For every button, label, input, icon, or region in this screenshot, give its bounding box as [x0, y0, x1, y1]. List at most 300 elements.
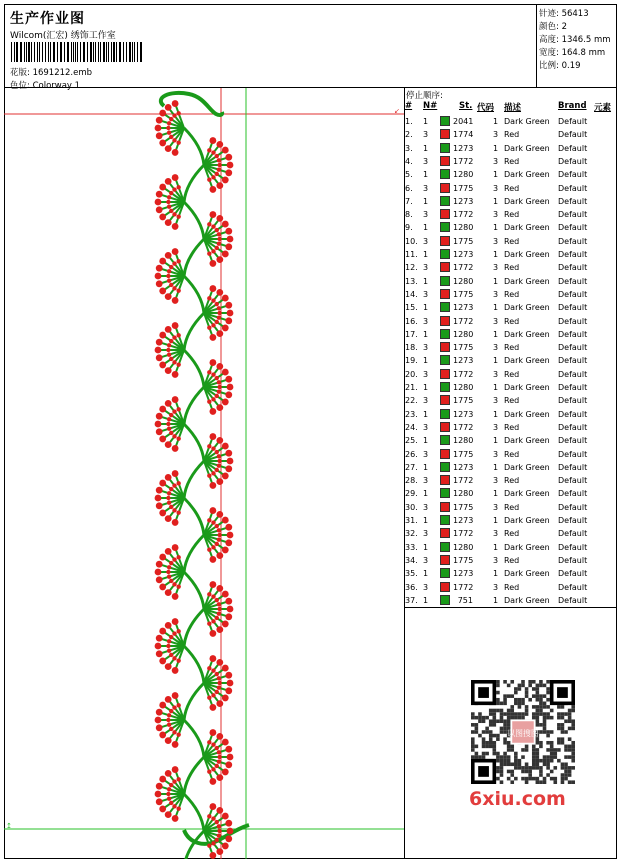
- row-code: 1: [493, 489, 499, 499]
- row-brand: Default: [558, 303, 588, 313]
- color-swatch: [440, 169, 450, 179]
- row-color-number: 1: [423, 409, 429, 419]
- row-index: 4.: [405, 156, 413, 166]
- color-swatch: [440, 249, 450, 259]
- row-description: Dark Green: [504, 383, 550, 392]
- row-index: 24.: [405, 422, 418, 432]
- site-logo: 6xiu.com: [469, 788, 566, 810]
- color-swatch: [440, 156, 450, 166]
- color-swatch: [440, 542, 450, 552]
- row-index: 35.: [405, 569, 418, 579]
- row-index: 8.: [405, 210, 413, 220]
- row-code: 3: [493, 396, 499, 406]
- row-stitches: 1775: [453, 236, 474, 246]
- row-code: 3: [493, 236, 499, 246]
- design-preview: [4, 88, 405, 859]
- table-row: [405, 368, 617, 381]
- row-index: 6.: [405, 183, 413, 193]
- row-code: 1: [493, 143, 499, 153]
- row-brand: Default: [558, 329, 588, 339]
- color-swatch: [440, 395, 450, 405]
- row-color-number: 3: [423, 502, 429, 512]
- row-index: 20.: [405, 369, 418, 379]
- table-row: [405, 461, 617, 474]
- row-description: Red: [504, 396, 520, 406]
- row-stitches: 1775: [453, 343, 474, 353]
- col-header-color-number: N#: [423, 101, 438, 111]
- row-index: 18.: [405, 343, 418, 353]
- row-index: 29.: [405, 489, 418, 499]
- row-index: 5.: [405, 170, 413, 180]
- stat-value: 164.8 mm: [561, 48, 606, 58]
- row-brand: Default: [558, 476, 588, 486]
- row-color-number: 1: [423, 303, 429, 313]
- row-description: Dark Green: [504, 516, 550, 525]
- stop-sequence-table: [405, 88, 617, 608]
- table-row: [405, 261, 617, 274]
- stat-label: 针迹:: [539, 9, 559, 19]
- row-index: 26.: [405, 449, 418, 459]
- table-row: [405, 567, 617, 580]
- row-index: 21.: [405, 383, 418, 392]
- row-index: 10.: [405, 236, 418, 246]
- col-header-code: 代码: [477, 103, 495, 113]
- row-code: 1: [493, 170, 499, 180]
- row-description: Dark Green: [504, 356, 550, 366]
- row-description: Dark Green: [504, 489, 550, 499]
- row-index: 2.: [405, 130, 413, 140]
- row-brand: Default: [558, 489, 588, 499]
- row-color-number: 3: [423, 529, 429, 539]
- row-stitches: 1772: [453, 529, 474, 539]
- row-stitches: 1273: [453, 569, 474, 579]
- row-description: Red: [504, 476, 520, 486]
- color-swatch: [440, 222, 450, 232]
- row-stitches: 1273: [453, 250, 474, 259]
- row-stitches: 2041: [453, 117, 474, 126]
- row-index: 25.: [405, 436, 418, 446]
- row-description: Dark Green: [504, 117, 550, 126]
- row-description: Dark Green: [504, 595, 550, 605]
- row-brand: Default: [558, 210, 588, 220]
- table-row: [405, 408, 617, 421]
- row-description: Dark Green: [504, 329, 550, 339]
- row-color-number: 3: [423, 476, 429, 486]
- row-brand: Default: [558, 117, 588, 126]
- row-code: 1: [493, 356, 499, 366]
- row-color-number: 3: [423, 582, 429, 592]
- row-index: 15.: [405, 303, 418, 313]
- row-brand: Default: [558, 555, 588, 565]
- row-brand: Default: [558, 569, 588, 579]
- row-color-number: 3: [423, 555, 429, 565]
- table-row: [405, 541, 617, 554]
- row-stitches: 1280: [453, 170, 474, 180]
- row-description: Red: [504, 156, 520, 166]
- row-code: 1: [493, 276, 499, 286]
- color-swatch: [440, 302, 450, 312]
- row-description: Dark Green: [504, 462, 550, 472]
- row-code: 1: [493, 250, 499, 259]
- row-index: 36.: [405, 582, 418, 592]
- row-stitches: 1772: [453, 582, 474, 592]
- row-brand: Default: [558, 289, 588, 299]
- table-row: [405, 394, 617, 407]
- row-stitches: 1280: [453, 489, 474, 499]
- row-index: 7.: [405, 196, 413, 206]
- row-code: 1: [493, 542, 499, 552]
- color-swatch: [440, 116, 450, 126]
- row-index: 11.: [405, 250, 418, 259]
- end-marker: ↥: [6, 822, 12, 830]
- color-swatch: [440, 183, 450, 193]
- row-code: 3: [493, 449, 499, 459]
- row-brand: Default: [558, 316, 588, 326]
- row-stitches: 1280: [453, 542, 474, 552]
- row-description: Red: [504, 263, 520, 273]
- table-row: [405, 554, 617, 567]
- col-header-brand: Brand: [558, 101, 587, 111]
- row-brand: Default: [558, 196, 588, 206]
- row-brand: Default: [558, 529, 588, 539]
- row-brand: Default: [558, 542, 588, 552]
- row-color-number: 1: [423, 542, 429, 552]
- row-color-number: 1: [423, 595, 429, 605]
- row-color-number: 1: [423, 276, 429, 286]
- row-stitches: 1273: [453, 303, 474, 313]
- row-color-number: 3: [423, 183, 429, 193]
- table-row: [405, 354, 617, 367]
- row-description: Dark Green: [504, 409, 550, 419]
- color-swatch: [440, 462, 450, 472]
- color-swatch: [440, 382, 450, 392]
- row-color-number: 3: [423, 210, 429, 220]
- row-color-number: 3: [423, 449, 429, 459]
- color-swatch: [440, 236, 450, 246]
- row-stitches: 1772: [453, 156, 474, 166]
- row-description: Red: [504, 422, 520, 432]
- row-stitches: 1772: [453, 369, 474, 379]
- row-stitches: 1772: [453, 476, 474, 486]
- row-stitches: 1775: [453, 183, 474, 193]
- row-code: 3: [493, 263, 499, 273]
- row-code: 3: [493, 316, 499, 326]
- row-stitches: 1772: [453, 316, 474, 326]
- row-description: Red: [504, 289, 520, 299]
- row-brand: Default: [558, 250, 588, 259]
- row-color-number: 1: [423, 383, 429, 392]
- stat-value: 0.19: [561, 61, 581, 71]
- row-stitches: 1280: [453, 436, 474, 446]
- table-row: [405, 128, 617, 141]
- row-brand: Default: [558, 396, 588, 406]
- stat-value: 2: [561, 22, 567, 32]
- row-description: Red: [504, 529, 520, 539]
- row-index: 16.: [405, 316, 418, 326]
- color-swatch: [440, 143, 450, 153]
- row-stitches: 1772: [453, 422, 474, 432]
- color-swatch: [440, 502, 450, 512]
- row-code: 3: [493, 156, 499, 166]
- color-swatch: [440, 528, 450, 538]
- row-index: 32.: [405, 529, 418, 539]
- color-swatch: [440, 555, 450, 565]
- row-code: 3: [493, 289, 499, 299]
- row-index: 34.: [405, 555, 418, 565]
- row-description: Dark Green: [504, 223, 550, 233]
- color-swatch: [440, 316, 450, 326]
- row-color-number: 1: [423, 436, 429, 446]
- table-row: [405, 341, 617, 354]
- row-brand: Default: [558, 582, 588, 592]
- table-row: [405, 514, 617, 527]
- color-swatch: [440, 582, 450, 592]
- row-brand: Default: [558, 595, 588, 605]
- row-brand: Default: [558, 356, 588, 366]
- row-color-number: 3: [423, 369, 429, 379]
- stat-label: 宽度:: [539, 48, 559, 58]
- row-stitches: 1273: [453, 143, 474, 153]
- row-stitches: 1775: [453, 396, 474, 406]
- row-index: 22.: [405, 396, 418, 406]
- row-color-number: 3: [423, 316, 429, 326]
- row-color-number: 1: [423, 462, 429, 472]
- color-swatch: [440, 595, 450, 605]
- row-description: Red: [504, 210, 520, 220]
- table-row: [405, 487, 617, 500]
- row-color-number: 3: [423, 422, 429, 432]
- row-index: 9.: [405, 223, 413, 233]
- row-index: 1.: [405, 117, 413, 126]
- row-stitches: 1280: [453, 223, 474, 233]
- row-color-number: 1: [423, 329, 429, 339]
- row-brand: Default: [558, 263, 588, 273]
- stat-value: 56413: [561, 9, 589, 19]
- row-code: 3: [493, 555, 499, 565]
- page-title: 生产作业图: [10, 11, 85, 27]
- row-description: Dark Green: [504, 250, 550, 259]
- row-index: 23.: [405, 409, 418, 419]
- row-description: Red: [504, 582, 520, 592]
- colorway-name: Colorway 1: [32, 81, 81, 91]
- row-description: Dark Green: [504, 569, 550, 579]
- row-description: Dark Green: [504, 303, 550, 313]
- row-code: 1: [493, 196, 499, 206]
- row-color-number: 1: [423, 170, 429, 180]
- design-label: 花版:: [10, 68, 30, 78]
- color-swatch: [440, 196, 450, 206]
- row-brand: Default: [558, 436, 588, 446]
- row-color-number: 1: [423, 569, 429, 579]
- table-row: [405, 581, 617, 594]
- row-brand: Default: [558, 369, 588, 379]
- row-stitches: 1273: [453, 356, 474, 366]
- row-description: Red: [504, 449, 520, 459]
- row-code: 3: [493, 582, 499, 592]
- row-code: 3: [493, 343, 499, 353]
- header: [4, 4, 537, 91]
- color-swatch: [440, 475, 450, 485]
- table-row: [405, 594, 617, 607]
- table-row: [405, 501, 617, 514]
- row-index: 37.: [405, 595, 418, 605]
- stat-label: 颜色:: [539, 22, 559, 32]
- row-code: 1: [493, 462, 499, 472]
- stat-value: 1346.5 mm: [561, 35, 611, 45]
- row-description: Dark Green: [504, 196, 550, 206]
- stat-height: [539, 33, 611, 45]
- row-code: 1: [493, 436, 499, 446]
- row-code: 3: [493, 369, 499, 379]
- row-code: 1: [493, 569, 499, 579]
- table-row: [405, 288, 617, 301]
- row-stitches: 1280: [453, 383, 474, 392]
- color-swatch: [440, 329, 450, 339]
- row-description: Dark Green: [504, 542, 550, 552]
- table-row: [405, 115, 617, 128]
- design-line: [10, 66, 92, 78]
- row-index: 31.: [405, 516, 418, 525]
- table-row: [405, 248, 617, 261]
- row-code: 1: [493, 383, 499, 392]
- row-description: Dark Green: [504, 143, 550, 153]
- table-row: [405, 182, 617, 195]
- row-index: 14.: [405, 289, 418, 299]
- row-stitches: 1775: [453, 449, 474, 459]
- row-brand: Default: [558, 156, 588, 166]
- row-code: 1: [493, 595, 499, 605]
- row-brand: Default: [558, 409, 588, 419]
- row-color-number: 3: [423, 263, 429, 273]
- row-color-number: 1: [423, 356, 429, 366]
- table-row: [405, 315, 617, 328]
- stat-scale: [539, 59, 581, 71]
- col-header-stitches: St.: [459, 101, 473, 111]
- row-stitches: 1273: [453, 196, 474, 206]
- row-code: 3: [493, 210, 499, 220]
- row-description: Dark Green: [504, 436, 550, 446]
- row-code: 3: [493, 476, 499, 486]
- row-description: Dark Green: [504, 170, 550, 180]
- row-code: 1: [493, 516, 499, 525]
- color-swatch: [440, 449, 450, 459]
- table-row: [405, 275, 617, 288]
- row-stitches: 1775: [453, 502, 474, 512]
- color-swatch: [440, 409, 450, 419]
- row-brand: Default: [558, 170, 588, 180]
- row-description: Red: [504, 236, 520, 246]
- stop-sequence-title: 停止顺序:: [406, 91, 443, 101]
- table-row: [405, 221, 617, 234]
- row-stitches: 1280: [453, 329, 474, 339]
- colorway-label: 色位:: [10, 81, 30, 91]
- row-color-number: 1: [423, 516, 429, 525]
- row-stitches: 751: [457, 595, 473, 605]
- start-marker: ↙: [394, 107, 400, 115]
- row-code: 3: [493, 502, 499, 512]
- row-brand: Default: [558, 449, 588, 459]
- row-description: Red: [504, 316, 520, 326]
- row-brand: Default: [558, 516, 588, 525]
- stat-colors: [539, 20, 567, 32]
- color-swatch: [440, 488, 450, 498]
- row-color-number: 1: [423, 223, 429, 233]
- table-row: [405, 474, 617, 487]
- row-code: 1: [493, 303, 499, 313]
- row-code: 3: [493, 130, 499, 140]
- color-swatch: [440, 289, 450, 299]
- embroidery-design: [4, 88, 405, 859]
- color-swatch: [440, 369, 450, 379]
- table-row: [405, 195, 617, 208]
- table-row: [405, 155, 617, 168]
- stat-width: [539, 46, 605, 58]
- color-swatch: [440, 355, 450, 365]
- row-index: 17.: [405, 329, 418, 339]
- color-swatch: [440, 435, 450, 445]
- row-brand: Default: [558, 343, 588, 353]
- col-header-element: 元素: [594, 103, 612, 113]
- row-brand: Default: [558, 462, 588, 472]
- row-brand: Default: [558, 223, 588, 233]
- table-row: [405, 235, 617, 248]
- color-swatch: [440, 568, 450, 578]
- row-description: Dark Green: [504, 276, 550, 286]
- row-description: Red: [504, 130, 520, 140]
- row-stitches: 1775: [453, 555, 474, 565]
- table-row: [405, 421, 617, 434]
- table-row: [405, 434, 617, 447]
- row-color-number: 3: [423, 343, 429, 353]
- row-color-number: 1: [423, 250, 429, 259]
- color-swatch: [440, 129, 450, 139]
- row-stitches: 1273: [453, 462, 474, 472]
- table-row: [405, 328, 617, 341]
- table-row: [405, 448, 617, 461]
- stat-stitches: [539, 7, 589, 19]
- row-description: Red: [504, 502, 520, 512]
- row-brand: Default: [558, 502, 588, 512]
- table-row: [405, 301, 617, 314]
- row-index: 3.: [405, 143, 413, 153]
- row-description: Red: [504, 343, 520, 353]
- row-index: 28.: [405, 476, 418, 486]
- row-brand: Default: [558, 143, 588, 153]
- row-color-number: 1: [423, 143, 429, 153]
- table-row: [405, 527, 617, 540]
- table-row: [405, 142, 617, 155]
- row-code: 1: [493, 409, 499, 419]
- row-description: Red: [504, 183, 520, 193]
- row-brand: Default: [558, 183, 588, 193]
- row-stitches: 1273: [453, 516, 474, 525]
- row-brand: Default: [558, 130, 588, 140]
- row-color-number: 3: [423, 396, 429, 406]
- row-index: 27.: [405, 462, 418, 472]
- stat-label: 高度:: [539, 35, 559, 45]
- col-header-index: #: [405, 101, 413, 111]
- row-code: 3: [493, 183, 499, 193]
- row-brand: Default: [558, 276, 588, 286]
- row-description: Red: [504, 555, 520, 565]
- qr-badge-text: 以图搜图: [507, 728, 539, 738]
- col-header-description: 描述: [504, 103, 522, 113]
- design-file: 1691212.emb: [32, 68, 93, 78]
- color-swatch: [440, 342, 450, 352]
- row-index: 19.: [405, 356, 418, 366]
- row-brand: Default: [558, 422, 588, 432]
- row-index: 33.: [405, 542, 418, 552]
